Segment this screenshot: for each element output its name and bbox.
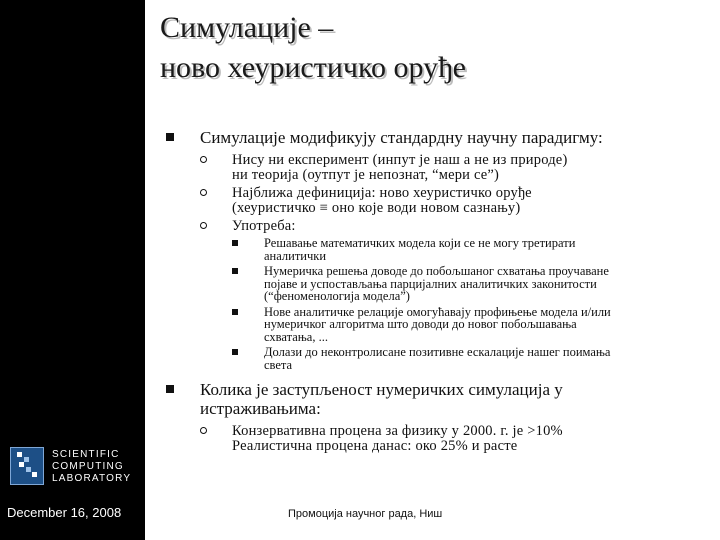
sub-bullet-definition [160, 186, 705, 216]
square-bullet-icon [166, 133, 174, 141]
square-bullet-icon [232, 349, 238, 355]
bullet-text: (хеуристичко ≡ оно које води новом сазнању) [232, 200, 521, 216]
bullet-text: схватања, ... [264, 329, 328, 344]
bullet-text: Најближа дефиниција: ново хеуристичко оруђе [232, 185, 532, 201]
circle-bullet-icon [200, 427, 207, 434]
bullet-text: Реалистична процена данас: око 25% и расте [232, 438, 518, 454]
circle-bullet-icon [200, 222, 207, 229]
bullet-text: Конзервативна процена за физику у 2000. г. је >10% [232, 423, 563, 439]
bullet-text: Нису ни експеримент (инпут је наш а не из природе) [232, 152, 568, 168]
footer-date: December 16, 2008 [7, 505, 122, 520]
sub-bullet-estimates [160, 424, 705, 454]
footer-center-text: Промоција научног рада, Ниш [288, 508, 443, 520]
bullet-text: ни теорија (оутпут је непознат, “мери се”) [232, 167, 500, 183]
logo-mark-icon [10, 447, 44, 485]
square-bullet-icon [232, 309, 238, 315]
bullet-text: појаве и успостављања парцијалних аналитичких законитости [264, 276, 597, 291]
circle-bullet-icon [200, 156, 207, 163]
square-bullet-icon [232, 240, 238, 246]
sub-bullet-usage [160, 219, 705, 234]
scl-logo [10, 447, 136, 489]
bullet-text: Нове аналитичке релације омогућавају профињење модела и/или [264, 304, 611, 319]
title-line-1: Симулације – [160, 11, 334, 44]
logo-text [52, 449, 131, 485]
square-bullet-icon [166, 385, 174, 393]
bullet-text: Решавање математичких модела који се не могу третирати [264, 236, 576, 250]
bullet-simulations [160, 128, 705, 147]
bullet-text: нумеричког алгоритма што доводи до новог побољшавања [264, 317, 577, 331]
square-bullet-icon [232, 268, 238, 274]
sub-bullet-not-experiment [160, 153, 705, 183]
bullet-text: (“феноменологија модела”) [264, 289, 410, 303]
bullet-text: Симулације модификују стандардну научну парадигму: [200, 128, 603, 147]
bullet-text: аналитички [264, 248, 327, 263]
logo-line-1: SCIENTIFIC [52, 449, 120, 460]
bullet-text: Долази до неконтролисане позитивне ескалације нашег поимања [264, 345, 611, 359]
title-line-2: ново хеуристичко оруђе [160, 51, 466, 84]
bullet-text: Колика је заступљеност нумеричких симулација у [200, 380, 563, 399]
bullet-text: Нумеричка решења доводе до побољшаног схватања проучаване [264, 264, 609, 278]
bullet-text: света [264, 357, 293, 372]
slide-body [160, 128, 705, 457]
bullet-representation [160, 380, 705, 418]
usage-item-relations [160, 306, 705, 344]
usage-item-solving [160, 237, 705, 262]
circle-bullet-icon [200, 189, 207, 196]
usage-item-escalation [160, 346, 705, 371]
logo-line-2: COMPUTING [52, 461, 124, 472]
logo-line-3: LABORATORY [52, 473, 132, 484]
bullet-text: истраживањима: [200, 399, 321, 418]
slide-title [160, 8, 700, 88]
usage-item-numerical [160, 265, 705, 303]
bullet-text: Употреба: [232, 218, 296, 234]
